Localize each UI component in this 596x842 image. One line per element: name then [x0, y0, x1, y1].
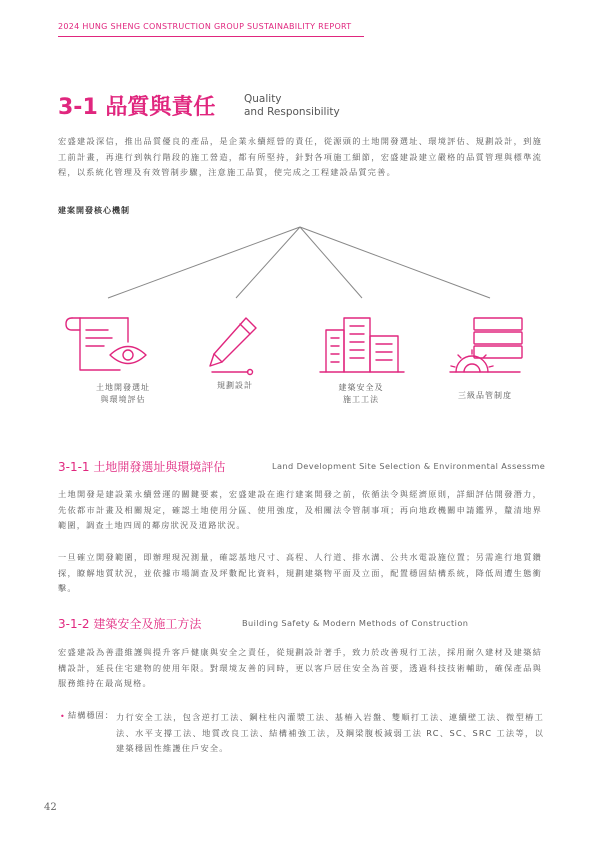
document-eye-icon: [66, 318, 146, 370]
subsection-2-paragraph-1: 宏盛建設為善盡維護與提升客戶健康與安全之責任，從規劃設計著手，致力於改善現行工法，採用耐久建材及建築結構設計，延長住宅建物的使用年限。對環境友善的同時，更以客戶居住安全為首要，透過科技技術輔助，確保產品與服務維持在最高規格。: [58, 647, 542, 688]
mechanism-label-qc: 三級品管制度: [458, 391, 512, 400]
connector-line-1: [108, 227, 300, 298]
mechanism-label: 建案開發核心機制: [58, 206, 130, 215]
tree-connectors: [108, 227, 490, 298]
subsection-1-english: Land Development Site Selection & Environmental Assessme: [272, 461, 546, 471]
subsection-1-title: 3-1-1 土地開發選址與環境評估: [58, 460, 226, 474]
section-title: 3-1 品質與責任: [58, 95, 216, 120]
mechanism-label-safety: 建築安全及 施工工法: [338, 383, 384, 404]
buildings-icon: [320, 318, 404, 372]
section-intro: 宏盛建設深信，推出品質優良的產品，是企業永續經營的責任，從源頭的土地開發選址、環境評估、規劃設計，到施工前計畫，再進行到執行階段的施工營造，都有所堅持，針對各項施工細節，宏盛建設建立嚴格的品質管理與標準流程，以系統化管理及有效管制步驟，注意施工品質，使完成之工程建設品質完善。: [58, 136, 542, 177]
section-english-line2: and Responsibility: [244, 106, 340, 118]
subsection-1-paragraph-2: 一旦確立開發範圍，即辦理現況測量，確認基地尺寸、高程、人行道、排水溝、公共水電設施位置；另需進行地質鑽探，瞭解地質狀況，並依據市場調查及坪數配比資料，規劃建築物平面及立面，配置穩固結構系統，降低周遭生態衝擊。: [58, 552, 542, 593]
subsection-2-english: Building Safety & Modern Methods of Construction: [242, 618, 469, 628]
section-english-line1: Quality: [244, 93, 282, 105]
pencil-drawing-icon: [210, 318, 256, 375]
bullet-dot-icon: •: [60, 712, 65, 721]
connector-line-4: [300, 227, 490, 298]
page-number: 42: [44, 802, 57, 813]
connector-line-3: [300, 227, 362, 298]
report-header-title: 2024 HUNG SHENG CONSTRUCTION GROUP SUSTAINABILITY REPORT: [58, 22, 352, 31]
mechanism-label-site-selection: 土地開發選址 與環境評估: [96, 383, 150, 404]
bullet-key: 結構穩固：: [68, 710, 114, 720]
mechanism-label-design: 規劃設計: [217, 381, 253, 390]
bullet-body: 力行安全工法，包含逆打工法、鋼柱柱內灌漿工法、基樁入岩盤、雙順打工法、連續壁工法、微型樁工法、水平支撐工法、地質改良工法、結構補強工法，及鋼梁腹板減弱工法 RC、SC、SRC 工法等，以建築穩固性維護住戶安全。: [116, 712, 544, 753]
subsection-1-paragraph-1: 土地開發是建設業永續營運的關鍵要素，宏盛建設在進行建案開發之前，依循法令與經濟原則，詳細評估開發潛力，先依都市計畫及相關規定，確認土地使用分區、使用強度，及相關法令管制事項；再向地政機關申請鑑界，釐清地界範圍，調查土地四周的鄰房狀況及道路狀況。: [58, 489, 542, 530]
subsection-2-title: 3-1-2 建築安全及施工方法: [58, 617, 202, 631]
connector-line-2: [236, 227, 300, 298]
layers-gear-icon: [450, 318, 522, 372]
